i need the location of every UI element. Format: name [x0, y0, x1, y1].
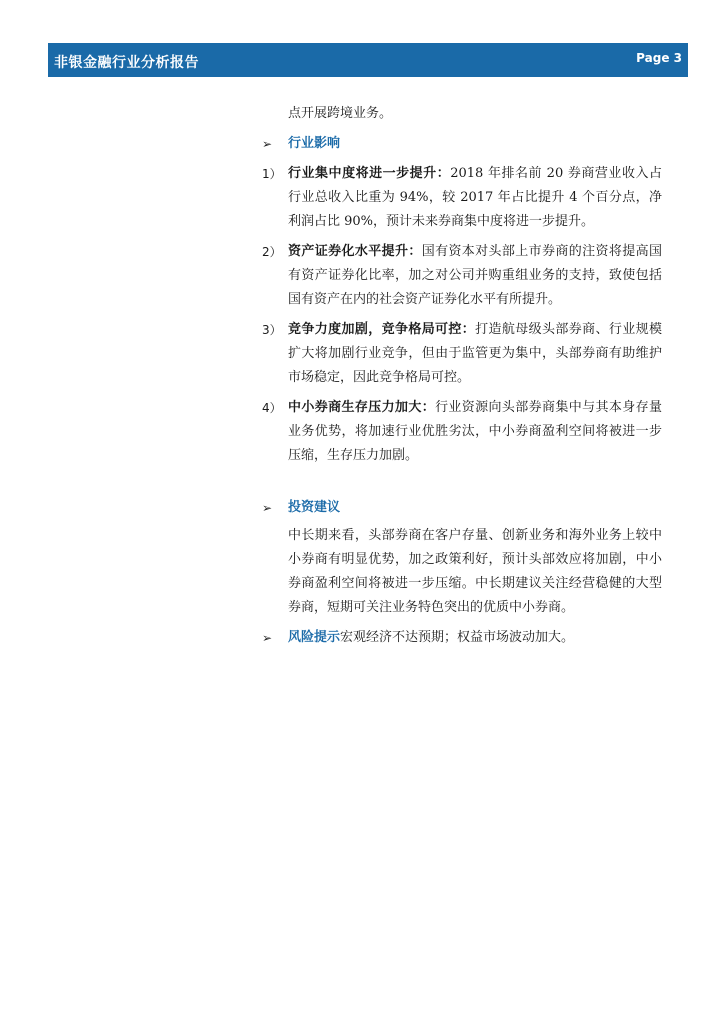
item-number: 3） — [262, 323, 282, 337]
report-body — [262, 102, 662, 650]
section-invest-heading — [262, 496, 662, 520]
section-risk — [262, 626, 662, 650]
item-number: 2） — [262, 245, 282, 259]
item-title: 中小券商生存压力加大： — [288, 400, 436, 415]
item-number: 1） — [262, 167, 282, 181]
section-risk-title: 风险提示 — [288, 630, 341, 645]
item-text: 2018 年排名前 20 券商营业收入占行业总收入比重为 94%，较 2017 年占比提升 4 个百分点，净利润占比 90%，预计未来券商集中度将进一步提升。 — [288, 166, 662, 229]
section-impact-heading — [262, 132, 662, 156]
item-text: 打造航母级头部券商、行业规模扩大将加剧行业竞争，但由于监管更为集中，头部券商有助维护市场稳定，因此竞争格局可控。 — [288, 322, 662, 385]
impact-item-1 — [262, 162, 662, 234]
risk-text: 宏观经济不达预期；权益市场波动加大。 — [340, 630, 575, 645]
report-header-bar — [48, 43, 688, 77]
impact-item-2 — [262, 240, 662, 312]
section-spacer — [262, 468, 662, 490]
page-number: Page 3 — [636, 51, 682, 65]
right-arrow-bullet-icon: ➢ — [262, 631, 273, 645]
impact-item-4 — [262, 396, 662, 468]
continuation-text: 点开展跨境业务。 — [288, 106, 393, 121]
item-title: 资产证券化水平提升： — [288, 244, 422, 259]
right-arrow-bullet-icon: ➢ — [262, 137, 273, 151]
item-title: 竞争力度加剧，竞争格局可控： — [288, 322, 476, 337]
right-arrow-bullet-icon: ➢ — [262, 501, 273, 515]
invest-text: 中长期来看，头部券商在客户存量、创新业务和海外业务上较中小券商有明显优势，加之政策利好，预计头部效应将加剧，中小券商盈利空间将被进一步压缩。中长期建议关注经营稳健的大型券商，短期可关注业务特色突出的优质中小券商。 — [288, 528, 662, 615]
impact-item-3 — [262, 318, 662, 390]
item-text: 行业资源向头部券商集中与其本身存量业务优势，将加速行业优胜劣汰，中小券商盈利空间将被进一步压缩，生存压力加剧。 — [288, 400, 662, 463]
item-number: 4） — [262, 401, 282, 415]
item-text: 国有资本对头部上市券商的注资将提高国有资产证券化比率，加之对公司并购重组业务的支持，致使包括国有资产在内的社会资产证券化水平有所提升。 — [288, 244, 662, 307]
item-title: 行业集中度将进一步提升： — [288, 166, 451, 181]
section-invest-title: 投资建议 — [288, 500, 341, 515]
section-impact-title: 行业影响 — [288, 136, 341, 151]
report-title: 非银金融行业分析报告 — [54, 55, 199, 71]
